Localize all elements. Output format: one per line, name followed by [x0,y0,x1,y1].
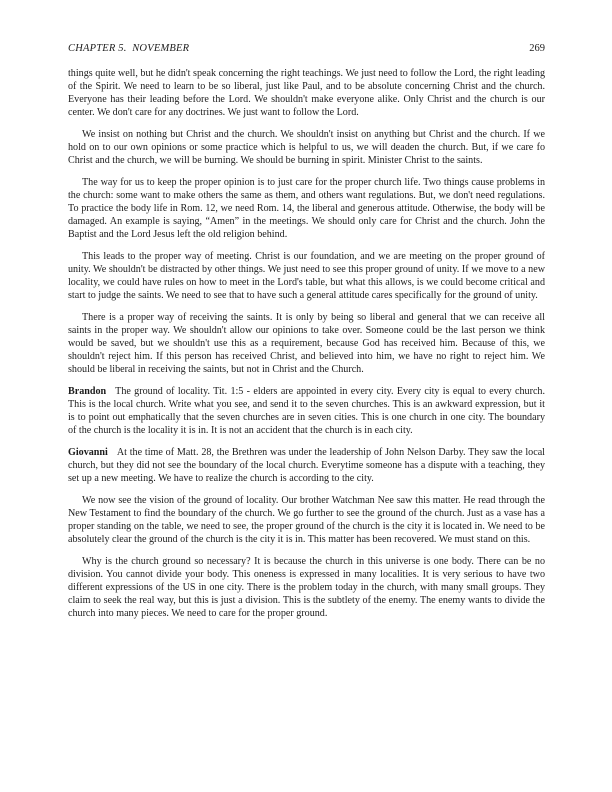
paragraph: This leads to the proper way of meeting. Christ is our foundation, and we are meeting on the proper ground of unity. We shouldn't be distracted by other things. We just need to see this proper ground of unity. If we move to a new locality, we could have rules on how to meet in the Lord's table, but what this allows, is we could become critical and start to judge the saints. We need to see that to have such a general attitude cares specifically for the ground of unity. [68,251,545,301]
paragraph: The way for us to keep the proper opinion is to just care for the proper church life. Two things cause problems in the church: some want to make others the same as them, and others want regulations. But, we don't need regulations. To practice the body life in Rom. 12, we need Rom. 14, the liberal and generous attitude. Otherwise, the body will be damaged. An example is saying, “Amen” in the meetings. We should only care for Christ and the church. John the Baptist and the Lord Jesus left the old religion behind. [68,177,545,240]
speaker-name: Brandon [68,386,107,397]
paragraph: We now see the vision of the ground of locality. Our brother Watchman Nee saw this matter. He read through the New Testament to find the boundary of the church. We go further to see the ground of the church. Just as a vase has a proper standing on the table, we need to see, the proper ground of the church is the city it is located in. We need to be absolutely clear the ground of the church is the city it is in. This matter has been recovered. We must stand on this. [68,495,545,545]
speaker-name: Giovanni [68,447,108,458]
running-head [68,42,545,55]
paragraph: Brandon The ground of locality. Tit. 1:5 - elders are appointed in every city. Every city is equal to every church. This is the local church. Write what you see, and send it to the seven churches. This is an awkward expression, but it is to point out emphatically that the seven churches are in seven cities. This is one church in one city. The boundary of the church is the locality it is in. It is not an accident that the church is in each city. [68,386,545,436]
paragraph: things quite well, but he didn't speak concerning the right teachings. We just need to follow the Lord, the right leading of the Spirit. We need to learn to be so liberal, just like Paul, and to be absolute concerning Christ and the church. Everyone has their leading before the Lord. We shouldn't make everyone alike. Only Christ and the church is our center. We don't care for any doctrines. We just want to follow the Lord. [68,68,545,118]
paragraph: There is a proper way of receiving the saints. It is only by being so liberal and general that we can receive all saints in the proper way. We shouldn't allow our opinions to take over. Someone could be the last person we think would be saved, but we shouldn't use this as a requirement, because God has received him. Because of this, we shouldn't reject him. If this person has received Christ, and believed into him, we have no right to reject him. We should be liberal in receiving the saints, but not in Christ and the Church. [68,312,545,375]
paragraph: We insist on nothing but Christ and the church. We shouldn't insist on anything but Christ and the church. If we hold on to our own opinions or some practice which is helpful to us, we will deaden the church. But, if we care fo Christ and the church, we will be burning. We should be burning in spirit. Minister Christ to the saints. [68,129,545,166]
paragraph: Giovanni At the time of Matt. 28, the Brethren was under the leadership of John Nelson Darby. They saw the local church, but they did not see the boundary of the local church. Everytime someone has a dispute with a teaching, they set up a new meeting. We have to realize the church is according to the city. [68,447,545,484]
page-body [68,67,545,620]
chapter-running-title: CHAPTER 5. NOVEMBER [68,43,190,54]
page-number: 269 [529,43,545,54]
paragraph: Why is the church ground so necessary? It is because the church in this universe is one body. There can be no division. You cannot divide your body. This oneness is expressed in many localities. It is very serious to have two different expressions of the US in one city. There is the problem today in the church, with many small groups. They claim to seek the real way, but this is just a division. This is the subtlety of the enemy. The enemy wants to divide the church into many pieces. We need to care for the proper ground. [68,556,545,619]
